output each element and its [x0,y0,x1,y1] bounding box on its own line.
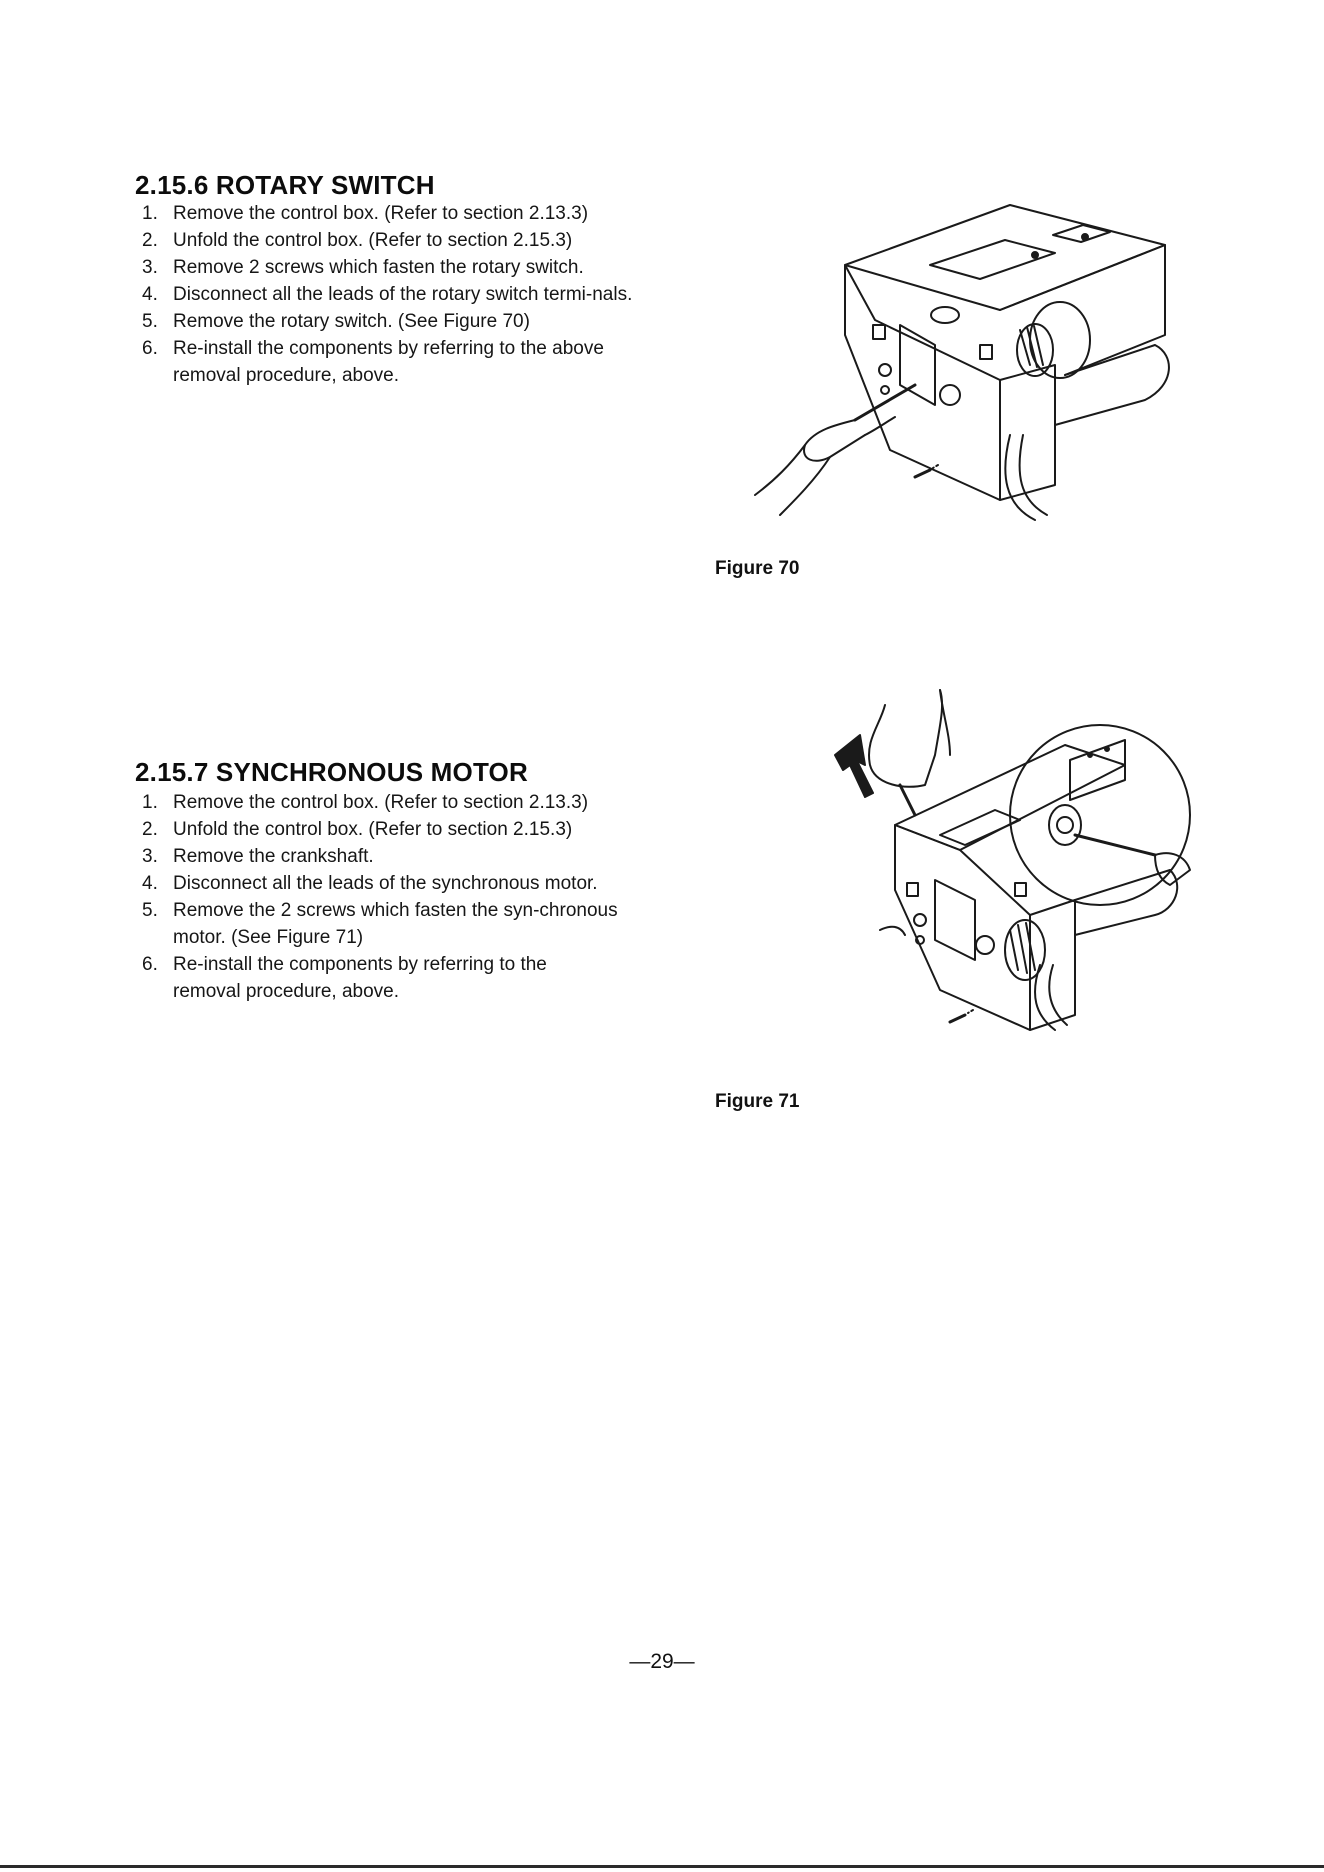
screwdriver [855,385,915,420]
step-item [139,816,659,843]
page-bottom-border [0,1865,1324,1868]
hand-icon [804,420,865,461]
chassis-top-plate [895,745,1125,850]
step-text: Remove the control box. (Refer to section 2.13.3) [173,792,589,813]
step-text: Remove 2 screws which fasten the rotary switch. [173,257,584,278]
step-number: 3. [142,257,158,278]
section-title-synchronous-motor: 2.15.7 SYNCHRONOUS MOTOR [135,757,528,787]
figure-71-caption: Figure 71 [715,1091,800,1112]
step-item [139,227,659,254]
top-plate-slot [930,240,1055,279]
cable [1035,965,1055,1030]
switch-knob-top [931,307,959,323]
up-arrow-icon [835,735,873,797]
rotary-switch-steps [139,200,659,389]
step-number: 2. [142,230,158,251]
step-item [139,843,659,870]
section-title-rotary-switch: 2.15.6 ROTARY SWITCH [135,170,435,200]
screw-icon [950,1015,965,1022]
control-box-front [895,825,1030,1030]
step-text: Unfold the control box. (Refer to section 2.15.3) [173,819,573,840]
step-number: 1. [142,792,158,813]
step-number: 3. [142,846,158,867]
step-item [139,870,633,897]
step-text: Remove the rotary switch. (See Figure 70) [173,311,530,332]
step-item [139,951,613,1005]
step-text: Remove the crankshaft. [173,846,374,867]
step-text: Remove the 2 screws which fasten the syn-chronous motor. (See Figure 71) [173,900,618,948]
magnified-detail-circle [1010,725,1190,905]
hand-icon [869,690,942,787]
switch-window [900,325,935,405]
step-item [139,254,659,281]
step-text: Unfold the control box. (Refer to section 2.15.3) [173,230,573,251]
step-number: 1. [142,203,158,224]
step-number: 6. [142,954,158,975]
step-text: Disconnect all the leads of the synchronous motor. [173,873,598,894]
step-number: 5. [142,900,158,921]
step-item [139,335,613,389]
page-number: —29— [629,1650,695,1673]
rotary-switch-removal-illustration [735,195,1175,525]
control-box-front [845,265,1000,500]
lead-wire [880,927,905,935]
synchronous-motor-icon [1049,805,1081,845]
screw-icon [915,470,930,477]
figure-70-caption: Figure 70 [715,558,800,579]
step-item [139,897,633,951]
step-item [139,200,659,227]
step-number: 6. [142,338,158,359]
synchronous-motor-removal-illustration [825,685,1205,1035]
synchronous-motor-steps [139,789,659,1005]
step-number: 2. [142,819,158,840]
step-text: Remove the control box. (Refer to section 2.13.3) [173,203,589,224]
step-text: Disconnect all the leads of the rotary switch termi-nals. [173,284,633,305]
switch-window [935,880,975,960]
step-text: Re-install the components by referring to the removal procedure, above. [173,954,547,1002]
chassis-top-plate [845,205,1165,310]
step-text: Re-install the components by referring to the above removal procedure, above. [173,338,604,386]
motor-body [1030,302,1090,378]
step-number: 5. [142,311,158,332]
step-item [139,281,661,308]
rotary-switch [976,936,994,954]
step-item [139,308,659,335]
screwdriver [1075,835,1155,855]
rotary-switch [940,385,960,405]
top-plate-slot [1053,225,1110,242]
step-number: 4. [142,284,158,305]
step-item [139,789,659,816]
control-box-side [1000,365,1055,500]
step-number: 4. [142,873,158,894]
